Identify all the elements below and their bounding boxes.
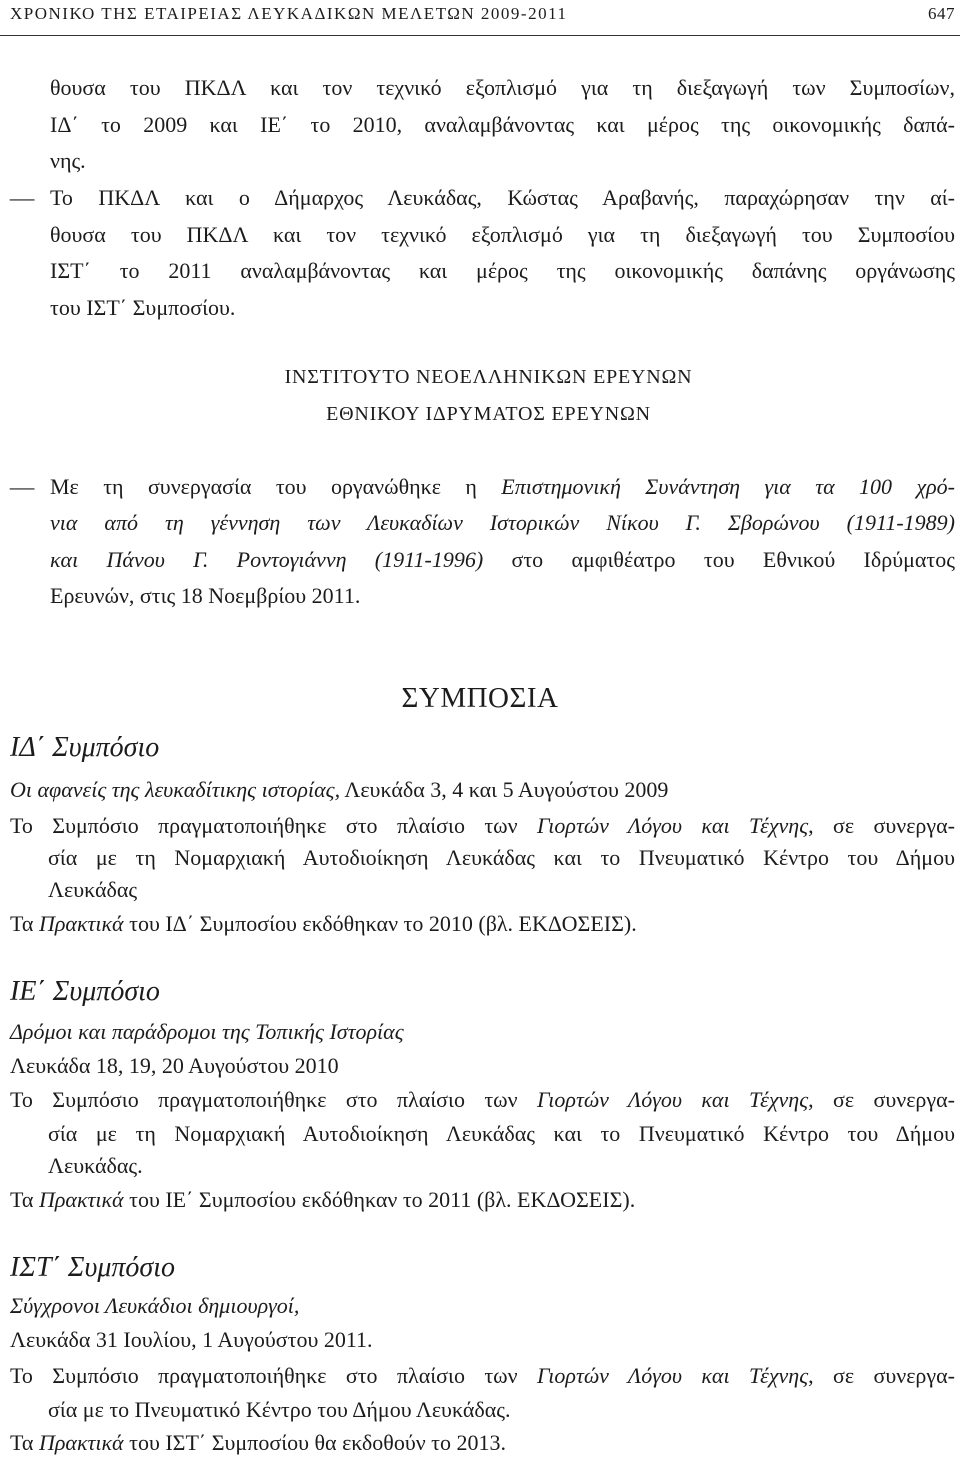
proceedings-label: Πρακτικά (38, 911, 124, 936)
proceedings-label: Πρακτικά (38, 1430, 124, 1455)
event-title-text: Επιστημονική Συνάντηση για τα 100 χρό- (501, 474, 956, 499)
symposium-proceedings (10, 910, 955, 938)
running-title: ΧΡΟΝΙΚΟ ΤΗΣ ΕΤΑΙΡΕΙΑΣ ΛΕΥΚΑΔΙΚΩΝ ΜΕΛΕΤΩΝ 2009-2011 (10, 4, 568, 23)
list-item-line: του ΙΣΤ΄ Συμποσίου. (50, 295, 236, 320)
symposium-body-line: Λευκάδας (48, 877, 138, 902)
line-text: Το Συμπόσιο πραγματοποιήθηκε στο πλαίσιο των (10, 1087, 537, 1112)
proceedings-label: Πρακτικά (38, 1187, 124, 1212)
symposium-place-date: Λευκάδα 3, 4 και 5 Αυγούστου 2009 (340, 777, 669, 802)
event-title-text: νια από τη γέννηση των Λευκαδίων Ιστορικών Νίκου Γ. Σβορώνου (1911-1989) (50, 510, 955, 535)
symposium-body-line (10, 1362, 955, 1390)
festival-name: Γιορτών Λόγου και Τέχνης (536, 1087, 809, 1112)
list-item-line (50, 546, 955, 574)
symposium-body-line: σία με τη Νομαρχιακή Αυτοδιοίκηση Λευκάδας και το Πνευματικό Κέντρο του Δήμου (48, 845, 955, 870)
header-rule (0, 35, 960, 36)
symposium-subtitle: Οι αφανείς της λευκαδίτικης ιστορίας, (10, 777, 341, 802)
line-text: Το Συμπόσιο πραγματοποιήθηκε στο πλαίσιο των (10, 1363, 537, 1388)
institute-subheading: ΕΘΝΙΚΟΥ ΙΔΡΥΜΑΤΟΣ ΕΡΕΥΝΩΝ (326, 403, 651, 425)
symposium-subtitle: Δρόμοι και παράδρομοι της Τοπικής Ιστορίας (10, 1019, 404, 1044)
line-text: Με τη συνεργασία του οργανώθηκε η (50, 474, 502, 499)
symposium-body-line (10, 1086, 955, 1114)
list-dash: – (10, 474, 35, 499)
line-text: του ΙΕ΄ Συμποσίου εκδόθηκαν το 2011 (βλ. ΕΚΔΟΣΕΙΣ). (123, 1187, 636, 1212)
section-heading: ΣΥΜΠΟΣΙΑ (401, 682, 559, 714)
page-number: 647 (928, 4, 955, 23)
symposium-body-line: σία με τη Νομαρχιακή Αυτοδιοίκηση Λευκάδας και το Πνευματικό Κέντρο του Δήμου (48, 1121, 955, 1146)
line-text: του ΙΔ΄ Συμποσίου εκδόθηκαν το 2010 (βλ. ΕΚΔΟΣΕΙΣ). (123, 911, 637, 936)
list-item-line: θουσα του ΠΚΔΛ και τον τεχνικό εξοπλισμό για τη διεξαγωγή του Συμποσίου (50, 222, 955, 247)
list-item-line: Ερευνών, στις 18 Νοεμβρίου 2011. (50, 583, 361, 608)
list-item-line: ΙΣΤ΄ το 2011 αναλαμβάνοντας και μέρος της οικονομικής δαπάνης οργάνωσης (50, 258, 955, 283)
line-text: Το Συμπόσιο πραγματοποιήθηκε στο πλαίσιο των (10, 813, 537, 838)
symposium-title: ΙΕ΄ Συμπόσιο (10, 976, 160, 1007)
event-title-text: και Πάνου Γ. Ροντογιάννη (1911-1996) (50, 547, 484, 572)
symposium-proceedings (10, 1429, 955, 1457)
list-item-line: Το ΠΚΔΛ και ο Δήμαρχος Λευκάδας, Κώστας Αραβανής, παραχώρησαν την αί- (50, 185, 955, 210)
line-text: Τα (10, 1187, 39, 1212)
symposium-place-date: Λευκάδα 31 Ιουλίου, 1 Αυγούστου 2011. (10, 1327, 373, 1352)
paragraph-line: νης. (50, 148, 86, 173)
festival-name: Γιορτών Λόγου και Τέχνης (536, 1363, 809, 1388)
list-dash: – (10, 185, 35, 210)
institute-heading: ΙΝΣΤΙΤΟΥΤΟ ΝΕΟΕΛΛΗΝΙΚΩΝ ΕΡΕΥΝΩΝ (284, 366, 693, 388)
line-text: , σε συνεργα- (808, 813, 955, 838)
line-text: στο αμφιθέατρο του Εθνικού Ιδρύματος (483, 547, 955, 572)
paragraph-line: ΙΔ΄ το 2009 και ΙΕ΄ το 2010, αναλαμβάνοντας και μέρος της οικονομικής δαπά- (50, 112, 955, 137)
list-item-line (50, 473, 955, 501)
line-text: Τα (10, 911, 39, 936)
line-text: , σε συνεργα- (808, 1363, 955, 1388)
symposium-place-date: Λευκάδα 18, 19, 20 Αυγούστου 2010 (10, 1053, 339, 1078)
line-text: του ΙΣΤ΄ Συμποσίου θα εκδοθούν το 2013. (123, 1430, 506, 1455)
symposium-proceedings (10, 1186, 955, 1214)
symposium-subtitle: Σύγχρονοι Λευκάδιοι δημιουργοί, (10, 1293, 300, 1318)
symposium-body-line (10, 812, 955, 840)
line-text: Τα (10, 1430, 39, 1455)
line-text: , σε συνεργα- (808, 1087, 955, 1112)
paragraph-line: θουσα του ΠΚΔΛ και τον τεχνικό εξοπλισμό για τη διεξαγωγή των Συμποσίων, (50, 75, 955, 100)
symposium-body-line: σία με το Πνευματικό Κέντρο του Δήμου Λευκάδας. (48, 1397, 511, 1422)
symposium-title: ΙΔ΄ Συμπόσιο (10, 732, 160, 763)
symposium-title: ΙΣΤ΄ Συμπόσιο (10, 1252, 176, 1283)
symposium-body-line: Λευκάδας. (48, 1153, 143, 1178)
festival-name: Γιορτών Λόγου και Τέχνης (536, 813, 809, 838)
symposium-subtitle-line (10, 776, 955, 804)
